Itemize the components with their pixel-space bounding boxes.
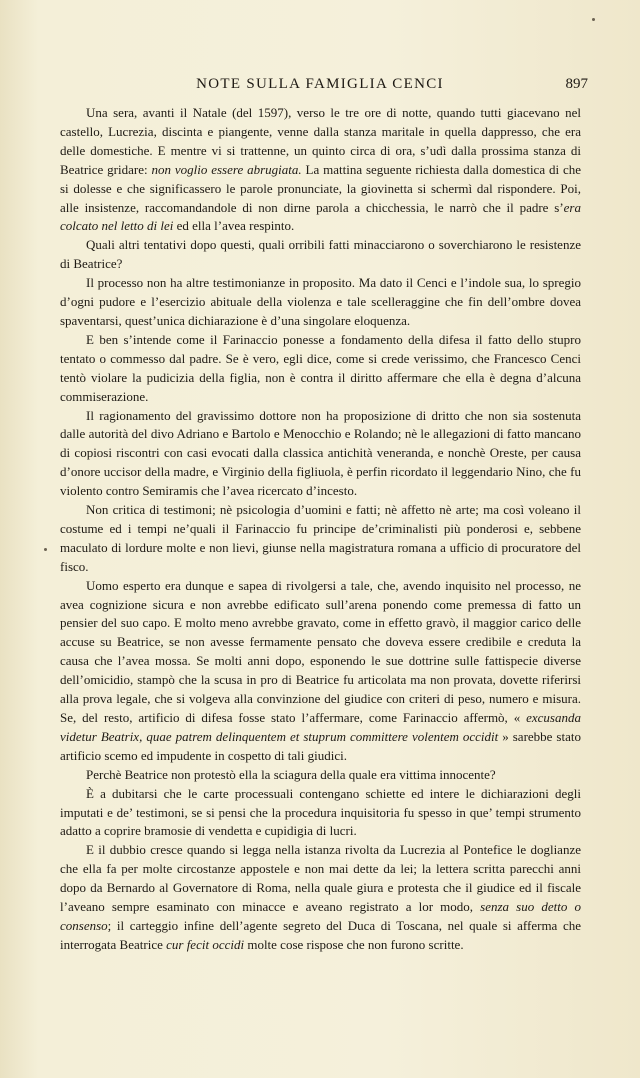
text-run: Una sera, avanti il Natale (del 1597), verso le tre ore di notte, quando tutti giacevano nel castello, Lucrezia, discinta e piangente, venne dalla stanza maritale in quella dappresso, che era delle domestiche. E mentre vi si trattenne, un quinto circa di ora, s’udì dalla prossima stanza di Beatrice gridare:	[60, 105, 581, 177]
page-header	[60, 76, 588, 98]
text-run: ed ella l’avea respinto.	[173, 218, 295, 234]
page-number: 897	[565, 76, 588, 92]
text-run: È a dubitarsi che le carte processuali contengano schiette ed intere le dichiarazioni degli imputati e de’ testimoni, se si pensi che la procedura inquisitoria fu spesso in que’ tempi strumento adatto a coprire bramosie di vendetta e cupidigia di lucri.	[60, 785, 581, 839]
text-run: E il dubbio cresce quando si legga nella istanza rivolta da Lucrezia al Pontefice le doglianze che ella fa per molte circostanze appostele e non mai dette da lei; la lettera scritta parecchi anni dopo da Bernardo al Governatore di Roma, nella quale giura e protesta che il giudice ed il fiscale l’aveano sempre esaminato con minacce e aveano registrato a lor modo,	[60, 842, 581, 915]
text-run: Il processo non ha altre testimonianze in proposito. Ma dato il Cenci e l’indole sua, lo spregio d’ogni pudore e l’esercizio abituale della violenza e tale scelleraggine che fin dell’ombre dovea spaventarsi, quest’unica dichiarazione è d’una singolare eloquenza.	[60, 275, 581, 328]
paragraph	[60, 236, 581, 274]
text-run: E ben s’intende come il Farinaccio ponesse a fondamento della difesa il fatto dello stupro tentato o commesso dal padre. Se è vero, egli dice, come si crede verissimo, che Francesco Cenci tentò violare la pudicizia della figlia, non è contra il diritto affermare che ella è degna d’alcuna commiserazione.	[60, 331, 581, 404]
paragraph	[60, 501, 581, 577]
text-run: Non critica di testimoni; nè psicologia d’uomini e fatti; nè affetto nè arte; ma così voleano il costume ed i tempi ne’quali il Farinaccio fu principe de’criminalisti più ponderosi e, sebbene maculato di lordure molte e non lievi, giunse nella magistratura romana a ufficio di procuratore del fisco.	[60, 502, 581, 574]
paper-speck	[592, 18, 595, 21]
italic-text: senza suo detto o consenso	[60, 899, 581, 933]
text-run: molte cose rispose che non furono scritte.	[244, 936, 464, 952]
text-run: » sarebbe stato artificio scemo ed impudente in cospetto di tali giudici.	[60, 728, 581, 763]
paragraph	[60, 577, 581, 766]
paper-speck	[44, 548, 47, 551]
paragraph	[60, 104, 581, 236]
running-title: NOTE SULLA FAMIGLIA CENCI	[196, 76, 444, 92]
text-run: Uomo esperto era dunque e sapea di rivolgersi a tale, che, avendo inquisito nel processo, ne avea cognizione sicura e non avrebbe edificato sull’arena ponendo come premessa di fatto un pensier del suo capo. E molto meno avrebbe gravato, come in effetto gravò, il maggior carico delle accuse su Beatrice, se non avesse fermamente pensato che doveva essere credibile e creduta la causa che l’avea mossa. Se molti anni dopo, esponendo le sue dottrine sulle fattispecie diverse dell’omicidio, stampò che la scusa in pro di Beatrice fu articolata ma non provata, dovette riferirsi alla prova legale, che si volgeva alla convinzione del giudice con criteri di peso, numero e misura. Se, del resto, artificio di difesa fosse stato l’affermare, come Farinaccio affermò, «	[60, 577, 581, 725]
paragraph	[60, 407, 581, 502]
italic-text: non voglio essere abrugiata.	[151, 161, 302, 177]
text-run: ; il carteggio infine dell’agente segreto del Duca di Toscana, nel quale si afferma che interrogata Beatrice	[60, 917, 581, 952]
italic-text: excusanda videtur Beatrix, quae patrem delinquentem et stuprum committere volentem occidit	[60, 710, 581, 744]
paragraph	[60, 766, 581, 785]
text-run: Perchè Beatrice non protestò ella la sciagura della quale era vittima innocente?	[86, 766, 496, 782]
paragraph	[60, 841, 581, 954]
paragraph	[60, 785, 581, 842]
paragraph	[60, 274, 581, 331]
italic-text: cur fecit occidi	[166, 936, 245, 952]
text-run: Il ragionamento del gravissimo dottore non ha proposizione di dritto che non sia sostenuta dalle autorità del divo Adriano e Bartolo e Menocchio e Rolando; nè le allegazioni di fatto mancano di copiosi riscontri con casi evocati dalla classica antichità veneranda, e nonchè Oreste, per causa d’onore uccisor della madre, e Virginio della figliuola, è perfin ricordato il leggendario Nino, che fu violento contro Semiramis che l’avea ricercato d’incesto.	[60, 407, 581, 499]
body-text	[60, 104, 581, 955]
paragraph	[60, 331, 581, 407]
text-run: Quali altri tentativi dopo questi, quali orribili fatti minacciarono o soverchiarono le resistenze di Beatrice?	[60, 237, 581, 272]
text-run: La mattina seguente richiesta dalla domestica di che si dolesse e che significassero le parole pronunciate, la giovinetta si schermì dal rispondere. Poi, alle insistenze, raccomandandole di non dirne parola a chicchessia, le narrò che il padre s’	[60, 161, 581, 215]
italic-text: era colcato nel letto di lei	[60, 199, 581, 234]
